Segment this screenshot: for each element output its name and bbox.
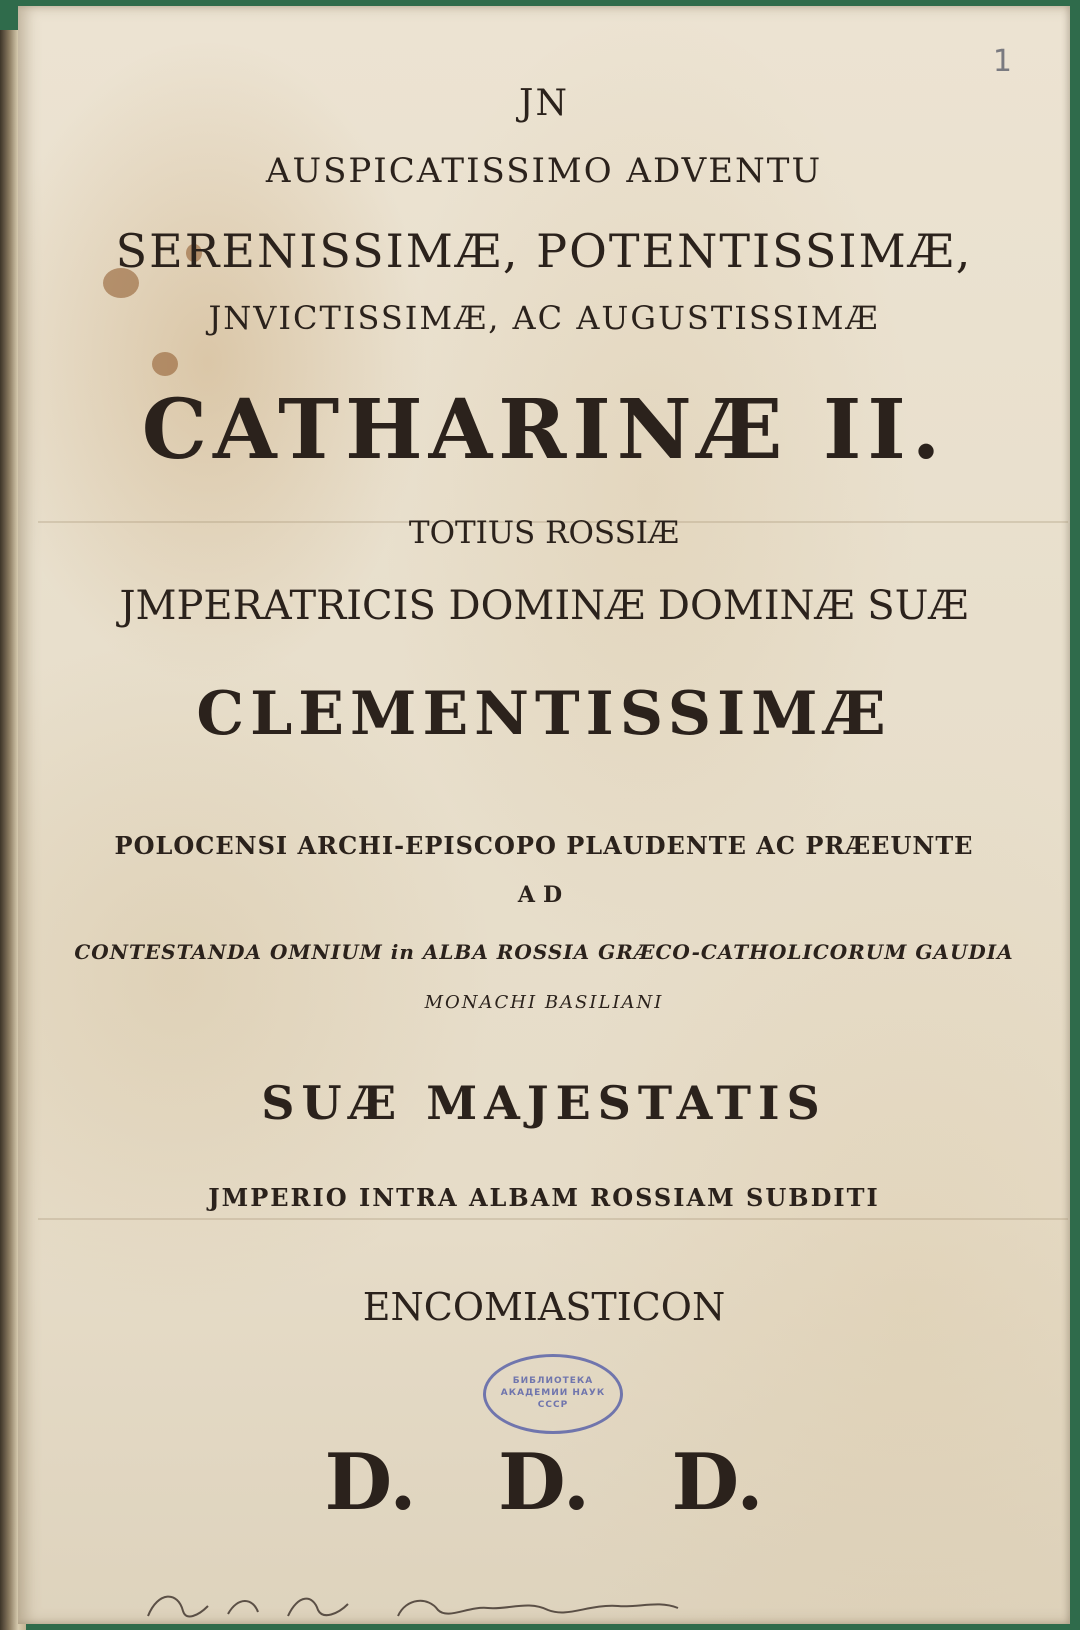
title-page: [18, 6, 1070, 1624]
title-line-imperatricis: JMPERATRICIS DOMINÆ DOMINÆ SUÆ: [119, 583, 969, 629]
library-stamp: [483, 1354, 623, 1434]
title-line-ddd: D. D. D.: [324, 1437, 764, 1528]
paper-fold: [38, 1218, 1068, 1220]
stamp-line: БИБЛИОТЕКА: [512, 1376, 594, 1387]
title-line-totius-rossiae: TOTIUS ROSSIÆ: [408, 515, 680, 551]
title-line-invictissimae: JNVICTISSIMÆ, AC AUGUSTISSIMÆ: [208, 299, 880, 337]
stamp-line: АКАДЕМИИ НАУК: [500, 1388, 606, 1399]
title-line-serenissimae: SERENISSIMÆ, POTENTISSIMÆ,: [115, 224, 973, 278]
title-line-adventu: AUSPICATISSIMO ADVENTU: [265, 151, 823, 191]
title-line-encomiasticon: ENCOMIASTICON: [362, 1285, 726, 1329]
title-line-polocensi: POLOCENSI ARCHI-EPISCOPO PLAUDENTE AC PRÆEUNTE: [114, 831, 974, 860]
title-line-contestanda: CONTESTANDA OMNIUM in ALBA ROSSIA GRÆCO-CATHOLICORUM GAUDIA: [74, 940, 1014, 964]
title-line-suae-majestatis: SUÆ MAJESTATIS: [261, 1076, 827, 1130]
title-line-ad: AD: [517, 882, 571, 908]
title-line-jn: JN: [519, 83, 569, 124]
title-line-imperio: JMPERIO INTRA ALBAM ROSSIAM SUBDITI: [208, 1183, 880, 1212]
title-line-clementissimae: CLEMENTISSIMÆ: [196, 679, 892, 749]
page-number-mark: 1: [992, 44, 1012, 79]
title-line-catharinae: CATHARINÆ II.: [141, 382, 947, 478]
stamp-line: СССР: [537, 1399, 569, 1410]
title-line-monachi: MONACHI BASILIANI: [424, 992, 664, 1013]
paper-stain: [152, 352, 178, 376]
handwritten-signature: [138, 1586, 698, 1626]
